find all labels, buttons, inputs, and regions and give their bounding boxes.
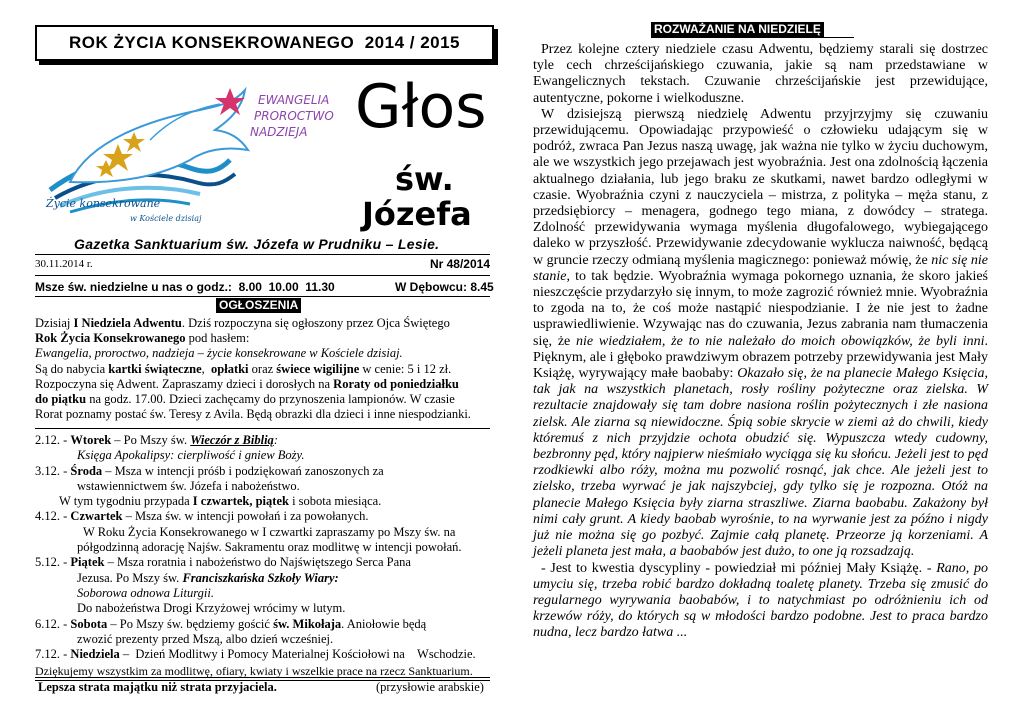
- reflection-paragraph-2: W dzisiejszą pierwszą niedzielę Adwentu przyjrzyjmy się czuwaniu przewidującemu. Opowiadając przypowieść o człowieku udającym się w podróż, zwraca Pan Jezus naszą uwagę, jak ważna nie tylko w życiu duchowym, ale we wszystkich jego przejawach jest wyobraźnia. Jest ona zdolnością łączenia aktualnego działania, lub jego braku ze skutkami, nawet bardzo odległymi w czasie. Wyobraźnia czyni z nauczyciela – mistrza, z polityka – męża stanu, z przedsiębiorcy – menagera, godnego tego miana, z dowódcy – stratega. Zdolność przewidywania wymaga myślenia długofalowego, wybiegającego daleko w przyszłość. Przewidywanie zdecydowanie wyklucza naiwność, będącą w gruncie rzeczy odmianą myślenia magicznego: ponieważ mówię, że nic się nie stanie, to tak będzie. Wyobraźnia wymaga pokornego uznania, że skoro jakieś nieszczęście przydarzyło się innym, to może zagrozić również mnie. Wyobraźnia to zgoda na to, że coś może nastąpić niespodzianie. I że nie jest to żadne usprawiedliwienie. Wzywając nas do czuwania, Jezus zabrania nam tłumaczenia się, że nie wiedziałem, że to nie należało do moich obowiązków, że byli inni. Pięknym, ale i głęboko prawdziwym obrazem potrzeby przewidywania jest Mały Książę, wyrywający małe baobaby: Okazało się, że na planecie Małego Księcia, tak jak na wszystkich planetach, rosły rośliny pożyteczne oraz zielska. W rezultacie znajdowały się tam dobre nasiona roślin pożytecznych i złe nasiona zielsk. Ale ziarna są niewidoczne. Śpią sobie skrycie w ziemi aż do chwili, kiedy któremuś z nich przyjdzie ochota obudzić się. Wypuszcza wtedy cudowny, bezbronny pęd, który najpierw nieśmiało wyciąga się ku słońcu. Jeżeli jest to pęd rzodkiewki albo róży, można mu pozwolić rosnąć, jak chce. Ale jeżeli jest to zielsko, trzeba wyrwać je jak najszybciej, gdy tylko się je rozpozna. Otóż na planecie Małego Księcia były ziarna straszliwe. Ziarna baobabu. Zakażony był nimi cały grunt. A kiedy baobab wyrośnie, to na wyrwanie jest za późno i nigdy już nie można się go pozbyć. Zajmie całą planetę. Przeorze ją korzeniami. A jeżeli planeta jest mała, a baobabów jest dużo, to one ją rozsadzają.: [533, 106, 988, 560]
- schedule-friday-note: Do nabożeństwa Drogi Krzyżowej wrócimy w lutym.: [77, 601, 346, 616]
- svg-text:PROROCTWO: PROROCTWO: [254, 109, 334, 123]
- title-sw: św.: [395, 160, 454, 198]
- announcement-motto: Ewangelia, proroctwo, nadzieja – życie konsekrowane w Kościele dzisiaj.: [35, 346, 403, 361]
- schedule-friday-theme: Soborowa odnowa Liturgii.: [77, 585, 214, 600]
- mass-times-debowiec: W Dębowcu: 8.45: [395, 280, 494, 294]
- issue-number: Nr 48/2014: [429, 257, 490, 271]
- masses-divider: [35, 296, 490, 297]
- schedule-first-week: W tym tygodniu przypada I czwartek, piątek i sobota miesiąca.: [59, 494, 382, 509]
- svg-text:NADZIEJA: NADZIEJA: [250, 125, 308, 139]
- title-glos: Głos: [355, 72, 487, 142]
- issue-date: 30.11.2014 r.: [35, 258, 93, 270]
- announcements-divider: [35, 428, 490, 429]
- reflection-paragraph-1: Przez kolejne cztery niedziele czasu Adwentu, będziemy starali się dostrzec tyle cech chrześcijańskiego czuwania, jakie są nam przedstawiane w Ewangelicznych tekstach. Czuwanie chrześcijańskie jest przewidujące, autentyczne, pokorne i wielkoduszne.: [533, 42, 988, 106]
- header-divider: [35, 254, 490, 255]
- mass-times: Msze św. niedzielne u nas o godz.: 8.00 10.00 11.30: [35, 280, 335, 294]
- proverb: Lepsza strata majątku niż strata przyjaciela.: [38, 680, 277, 694]
- schedule-friday: 5.12. - Piątek – Msza roratnia i nabożeństwo do Najświętszego Serca Pana: [35, 555, 411, 570]
- reflection-paragraph-3: - Jest to kwestia dyscypliny - powiedział mi później Mały Książę. - Rano, po umyciu się, trzeba robić bardzo dokładną toaletę planety. Trzeba się zmusić do regularnego wyrywania baobabów, i to natychmiast po odróżnieniu ich od krzewów róży, do których są w młodości bardzo podobne. Jest to praca bardzo nudna, lecz bardzo łatwa ...: [533, 560, 988, 641]
- proverb-source: (przysłowie arabskie): [376, 680, 484, 694]
- schedule-saturday-detail: zwozić prezenty przed Mszą, albo dzień wcześniej.: [77, 631, 334, 646]
- svg-text:w Kościele dzisiaj: w Kościele dzisiaj: [130, 214, 202, 223]
- jubilee-logo: [30, 80, 360, 230]
- reflection-heading-underline: [651, 37, 854, 38]
- schedule-wednesday: 3.12. - Środa – Msza w intencji próśb i podziękowań zanoszonych za: [35, 463, 384, 478]
- reflection-heading: ROZWAŻANIE NA NIEDZIELĘ: [651, 22, 824, 37]
- dove-logo-icon: [30, 80, 360, 230]
- announcement-intro: Dzisiaj I Niedziela Adwentu. Dziś rozpoczyna się ogłoszony przez Ojca Świętego: [35, 316, 450, 330]
- year-banner: [35, 25, 494, 61]
- schedule-tuesday: 2.12. - Wtorek – Po Mszy św. Wieczór z Biblią:: [35, 433, 278, 447]
- year-banner-text: ROK ŻYCIA KONSEKROWANEGO 2014 / 2015: [68, 33, 461, 52]
- announcement-cards: Są do nabycia kartki świąteczne, opłatki oraz świece wigilijne w cenie: 5 i 12 zł.: [35, 361, 452, 376]
- announcements-heading: OGŁOSZENIA: [216, 298, 301, 313]
- title-jozefa: Józefa: [362, 195, 472, 233]
- schedule-thursday-detail: W Roku Życia Konsekrowanego w I czwartki zapraszamy po Mszy św. na: [83, 524, 456, 539]
- schedule-friday-detail: Jezusa. Po Mszy św. Franciszkańska Szkoły Wiary:: [77, 570, 339, 585]
- schedule-tuesday-detail: Księga Apokalipsy: cierpliwość i gniew Boży.: [77, 448, 305, 463]
- schedule-thursday: 4.12. - Czwartek – Msza św. w intencji powołań i za powołanych.: [35, 509, 369, 524]
- announcement-advent: Rozpoczyna się Adwent. Zapraszamy dzieci i dorosłych na Roraty od poniedziałku do piątku na godz. 17.00. Dzieci zachęcamy do przynoszenia lampionów. W czasie Rorat poznamy postać św. Teresy z Avila. Będą obrazki dla dzieci i inne niespodzianki.: [35, 376, 471, 422]
- schedule-saturday: 6.12. - Sobota – Po Mszy św. będziemy gościć św. Mikołaja. Aniołowie będą: [35, 616, 427, 631]
- reflection-text: [533, 42, 988, 642]
- announcements-body: [35, 316, 490, 422]
- weekly-schedule: [35, 433, 490, 662]
- thanks-note: Dziękujemy wszystkim za modlitwę, ofiary, kwiaty i wszelkie prace na rzecz Sanktuarium.: [35, 664, 473, 678]
- schedule-wednesday-detail: wstawiennictwem św. Józefa i nabożeństwo.: [77, 478, 300, 493]
- svg-text:EWANGELIA: EWANGELIA: [258, 93, 330, 107]
- announcement-year: Rok Życia Konsekrowanego pod hasłem:: [35, 331, 250, 346]
- schedule-sunday: 7.12. - Niedziela – Dzień Modlitwy i Pomocy Materialnej Kościołowi na Wschodzie.: [35, 647, 476, 662]
- schedule-thursday-detail-2: półgodzinną adorację Najśw. Sakramentu oraz modlitwę w intencji powołań.: [77, 540, 462, 555]
- subtitle: Gazetka Sanktuarium św. Józefa w Prudniku – Lesie.: [74, 236, 440, 252]
- svg-text:Życie konsekrowane: Życie konsekrowane: [46, 197, 161, 210]
- date-divider: [35, 275, 490, 276]
